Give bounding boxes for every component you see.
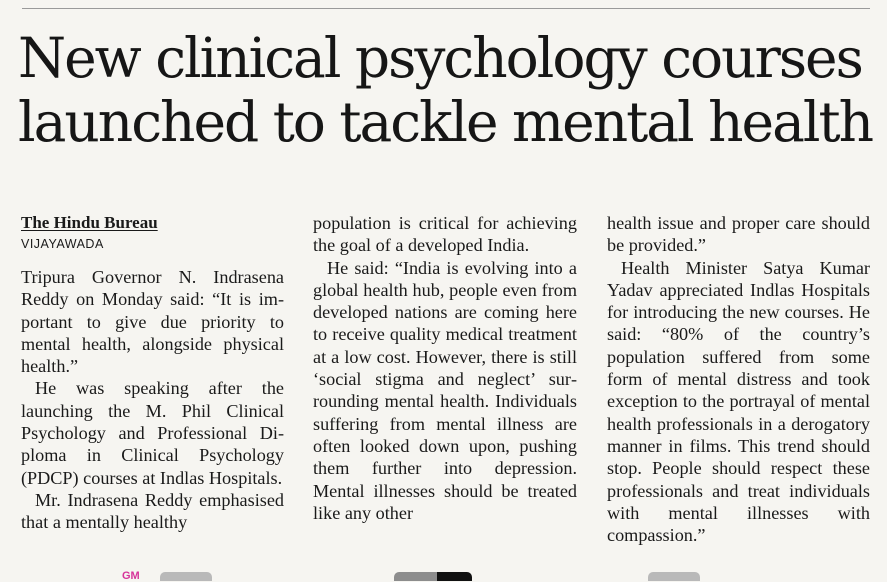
paragraph: He said: “India is evolving into a global health hub, people even from developed nations are coming here to receive quality medical treatment at a low cost. However, there is still ‘social stigma and neglect’ surrounding mental health. Individuals suffering from mental illness are often looked down upon, pushing them further into depression. Mental illnesses should be treated like any other	[313, 257, 577, 523]
paragraph: Health Minister Satya Kumar Yadav appreciated Indlas Hospitals for introducing the new courses. He said: “80% of the country’s population suffered from some form of mental distress and took exception to the portrayal of mental health professionals in a derogatory manner in films. This trend should stop. People should respect these professionals and treat individuals with mental illnesses with compassion.”	[607, 257, 870, 546]
paragraph: Tripura Governor N. Indrasena Reddy on Monday said: “It is important to give due priority to mental health, alongside physical health.”	[21, 267, 284, 377]
byline-author[interactable]: The Hindu Bureau	[21, 213, 158, 232]
paragraph: health issue and proper care should be provided.”	[607, 213, 870, 256]
footer-logo: GM	[122, 570, 140, 582]
article-column-3	[607, 212, 870, 546]
article-headline: New clinical psychology courses launched to tackle mental health	[18, 26, 873, 154]
footer-tab-left	[160, 572, 212, 581]
footer-tab-center	[394, 572, 472, 581]
dateline: VIJAYAWADA	[21, 237, 104, 251]
footer-tab-right	[648, 572, 700, 581]
article-column-2	[313, 212, 577, 524]
article-column-1	[21, 212, 284, 534]
paragraph: Mr. Indrasena Reddy emphasised that a mentally healthy	[21, 489, 284, 533]
top-rule	[22, 8, 870, 9]
paragraph: population is critical for achieving the goal of a developed India.	[313, 213, 577, 256]
paragraph: He was speaking after the launching the M. Phil Clinical Psychology and Professional Diploma in Clinical Psychology (PDCP) courses at Indlas Hospitals.	[21, 378, 284, 488]
